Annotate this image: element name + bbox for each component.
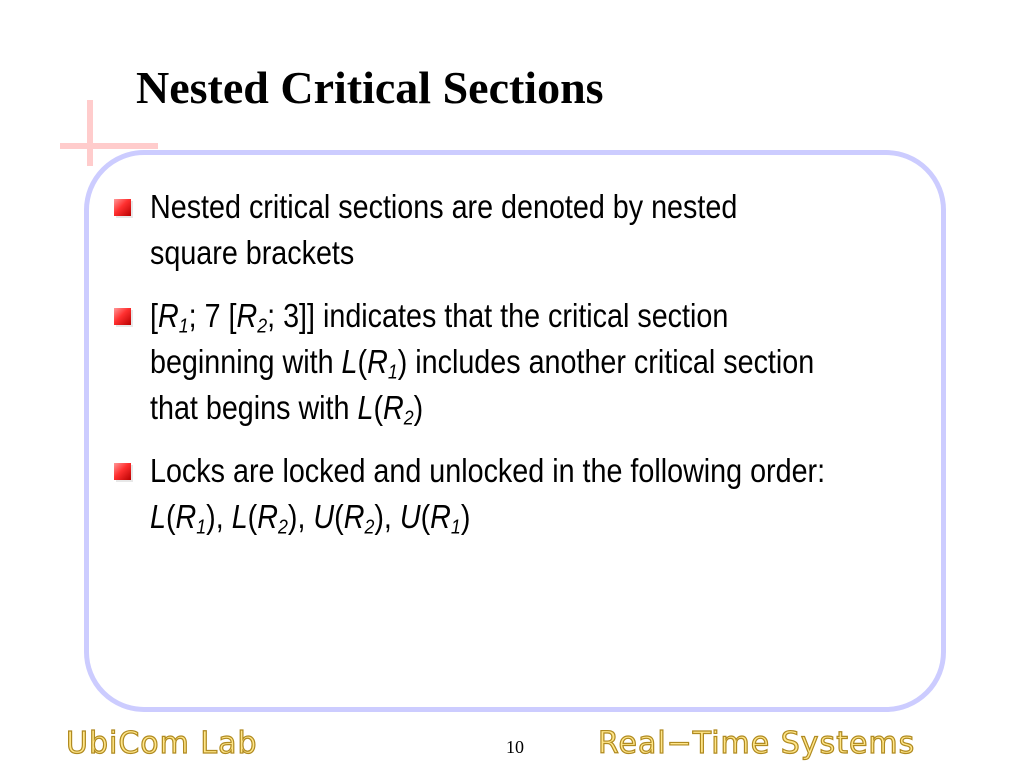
bullet-text: Nested critical sections are denoted by nested square brackets — [150, 188, 738, 271]
bullet-list — [110, 184, 830, 557]
bullet-square-icon — [114, 463, 131, 480]
bullet-square-icon — [114, 199, 131, 216]
footer-lab-name: UbiCom Lab — [66, 726, 258, 761]
slide-title: Nested Critical Sections — [136, 62, 604, 113]
decorative-cross-vertical — [87, 100, 93, 166]
bullet-text: [$R_1$; 7 [$R_2$; 3]] indicates that the critical section beginning with $L(R_1)$ includes another critical section that begins with $L(R_2)$ — [150, 297, 815, 430]
bullet-item — [110, 184, 830, 276]
bullet-item — [110, 293, 830, 431]
footer-course-name: Real−Time Systems — [598, 726, 916, 761]
bullet-text: Locks are locked and unlocked in the following order: $L(R_1)$, $L(R_2)$, $U(R_2)$, $U(R_1)$ — [150, 452, 826, 539]
bullet-square-icon — [114, 308, 131, 325]
decorative-cross-horizontal — [60, 143, 158, 149]
page-number: 10 — [506, 737, 524, 757]
bullet-item — [110, 448, 830, 540]
